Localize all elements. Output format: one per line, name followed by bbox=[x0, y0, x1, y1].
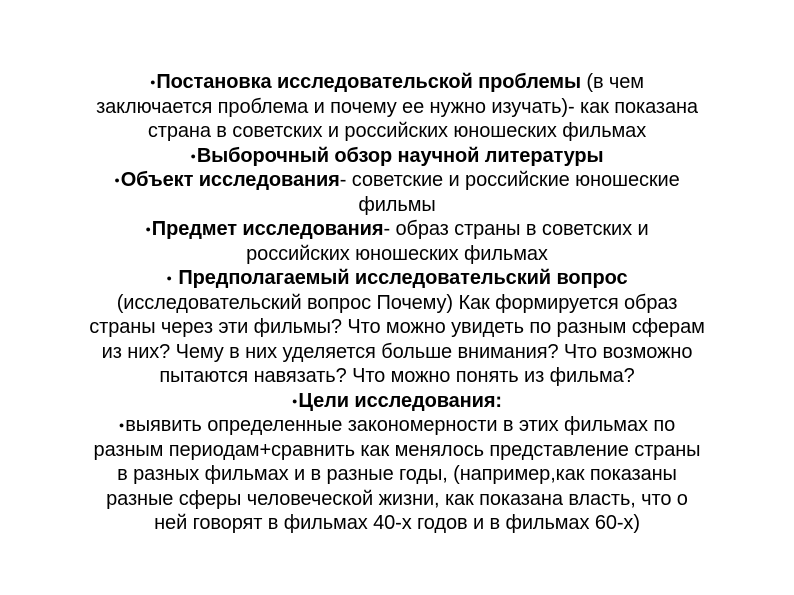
text-line bbox=[18, 315, 776, 340]
text-line bbox=[18, 413, 776, 438]
bullet-dot-icon: ● bbox=[166, 273, 172, 283]
bullet-item bbox=[18, 70, 776, 144]
text-line bbox=[18, 438, 776, 463]
bullet-dot-icon: ● bbox=[145, 224, 151, 234]
bold-text: Выборочный обзор научной литературы bbox=[196, 144, 604, 167]
text-line bbox=[18, 119, 776, 144]
bullet-item bbox=[18, 413, 776, 536]
normal-text: - советские и российские юношеские bbox=[339, 169, 680, 191]
text-line bbox=[18, 291, 776, 316]
normal-text: российских юношеских фильмах bbox=[246, 242, 548, 265]
bullet-dot-icon: ● bbox=[150, 77, 156, 87]
normal-text: пытаются навязать? Что можно понять из фильма? bbox=[159, 365, 635, 387]
normal-text: (исследовательский вопрос Почему) Как формируется образ bbox=[116, 291, 678, 314]
text-line bbox=[18, 242, 776, 267]
bullet-item bbox=[18, 217, 776, 266]
normal-text: из них? Чему в них уделяется больше внимания? Что возможно bbox=[101, 340, 693, 363]
bullet-item bbox=[18, 168, 776, 217]
text-line bbox=[18, 144, 776, 169]
normal-text: разные сферы человеческой жизни, как показана власть, что о bbox=[106, 487, 688, 510]
text-line bbox=[18, 487, 776, 512]
normal-text: страна в советских и российских юношеских фильмах bbox=[147, 120, 647, 142]
bold-text: Предполагаемый исследовательский вопрос bbox=[172, 267, 628, 289]
text-line bbox=[18, 511, 776, 536]
normal-text: разным периодам+сравнить как менялось представление страны bbox=[93, 438, 701, 461]
text-line bbox=[18, 340, 776, 365]
normal-text: - образ страны в советских и bbox=[383, 218, 649, 240]
normal-text: выявить определенные закономерности в этих фильмах по bbox=[125, 414, 676, 436]
text-line bbox=[18, 364, 776, 389]
bullet-item bbox=[18, 266, 776, 389]
bold-text: Предмет исследования bbox=[151, 218, 384, 240]
bold-text: Цели исследования: bbox=[298, 389, 502, 412]
normal-text: страны через эти фильмы? Что можно увидеть по разным сферам bbox=[89, 316, 705, 338]
normal-text: заключается проблема и почему ее нужно изучать)- как показана bbox=[96, 95, 698, 118]
bullet-item bbox=[18, 144, 776, 169]
bullet-dot-icon: ● bbox=[118, 420, 125, 430]
bullet-dot-icon: ● bbox=[292, 395, 298, 406]
bullet-dot-icon: ● bbox=[190, 150, 196, 161]
text-line bbox=[18, 168, 776, 193]
text-line bbox=[18, 266, 776, 291]
text-line bbox=[18, 462, 776, 487]
normal-text: (в чем bbox=[580, 71, 644, 93]
bold-text: Объект исследования bbox=[120, 169, 340, 191]
text-line bbox=[18, 389, 776, 414]
slide-content bbox=[18, 70, 776, 536]
text-line bbox=[18, 70, 776, 95]
normal-text: фильмы bbox=[358, 193, 436, 216]
bold-text: Постановка исследовательской проблемы bbox=[156, 71, 581, 93]
bullet-dot-icon: ● bbox=[114, 175, 120, 185]
bullet-item bbox=[18, 389, 776, 414]
text-line bbox=[18, 95, 776, 120]
text-line bbox=[18, 193, 776, 218]
text-line bbox=[18, 217, 776, 242]
normal-text: в разных фильмах и в разные годы, (например,как показаны bbox=[117, 463, 677, 485]
normal-text: ней говорят в фильмах 40-х годов и в фильмах 60-х) bbox=[154, 512, 640, 534]
